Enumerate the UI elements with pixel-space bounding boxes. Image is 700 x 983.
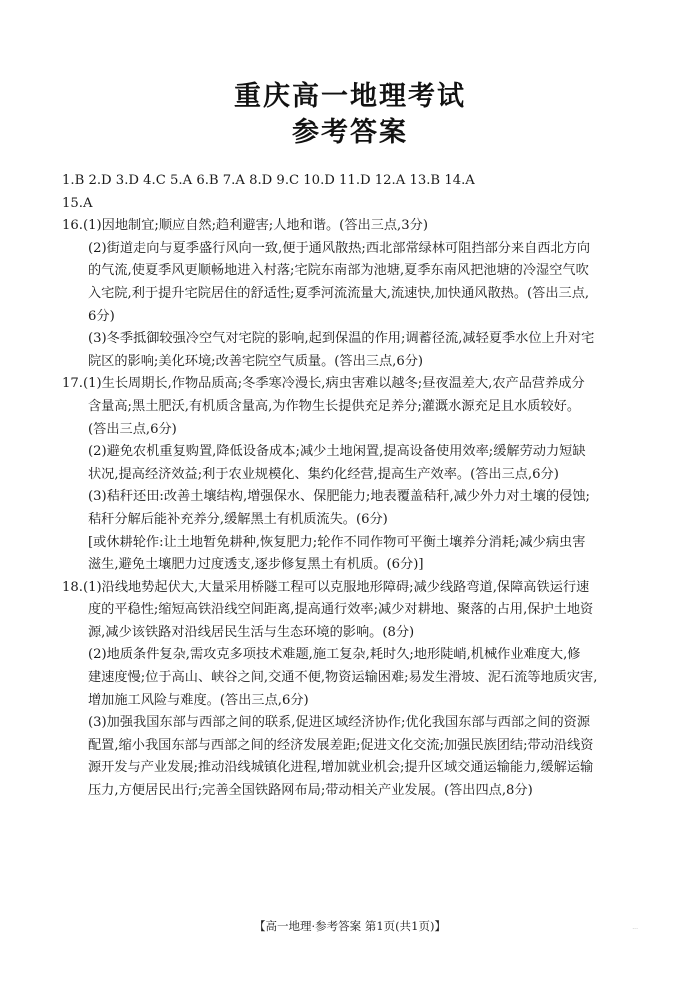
answer-line: 6分) xyxy=(88,308,115,324)
answer-line: 1.B 2.D 3.D 4.C 5.A 6.B 7.A 8.D 9.C 10.D 11.D 12.A 13.B 14.A xyxy=(62,173,475,188)
answer-line: 秸秆分解后能补充养分,缓解黑土有机质流失。(6分) xyxy=(88,511,388,527)
answer-line: (3)秸秆还田:改善土壤结构,增强保水、保肥能力;地表覆盖秸秆,减少外力对土壤的侵蚀; xyxy=(88,489,590,505)
answer-line: 15.A xyxy=(62,195,93,211)
answer-line: [或休耕轮作:让土地暂免耕种,恢复肥力;轮作不同作物可平衡土壤养分消耗;减少病虫害 xyxy=(88,534,586,550)
answer-line: 17.(1)生长周期长,作物品质高;冬季寒冷漫长,病虫害难以越冬;昼夜温差大,农产品营养成分 xyxy=(62,376,585,392)
answer-line: 状况,提高经济效益;利于农业规模化、集约化经营,提高生产效率。(答出三点,6分) xyxy=(88,466,559,482)
answer-line: 压力,方便居民出行;完善全国铁路网布局;带动相关产业发展。(答出四点,8分) xyxy=(88,783,533,799)
answer-line: 配置,缩小我国东部与西部之间的经济发展差距;促进文化交流;加强民族团结;带动沿线资 xyxy=(88,737,594,753)
answer-line: 18.(1)沿线地势起伏大,大量采用桥隧工程可以克服地形障碍;减少线路弯道,保障高铁运行速 xyxy=(62,579,590,595)
page-footer: 【高一地理·参考答案 第1页(共1页)】 xyxy=(254,919,446,933)
answer-line: (2)地质条件复杂,需攻克多项技术难题,施工复杂,耗时久;地形陡峭,机械作业难度大,修 xyxy=(88,647,581,663)
answer-line: 入宅院,利于提升宅院居住的舒适性;夏季河流流量大,流速快,加快通风散热。(答出三点, xyxy=(88,285,590,301)
answer-line: 滋生,避免土壤肥力过度透支,逐步修复黑土有机质。(6分)] xyxy=(88,557,424,573)
page-subtitle: 参考答案 xyxy=(292,117,408,148)
answer-line: (2)避免农机重复购置,降低设备成本;减少土地闲置,提高设备使用效率;缓解劳动力短缺 xyxy=(88,444,586,460)
corner-mark: ... xyxy=(632,924,638,931)
answer-line: 源,减少该铁路对沿线居民生活与生态环境的影响。(8分) xyxy=(88,624,415,640)
page-title: 重庆高一地理考试 xyxy=(234,81,466,112)
answer-line: 的气流,使夏季风更顺畅地进入村落;宅院东南部为池塘,夏季东南风把池塘的冷湿空气吹 xyxy=(88,263,589,279)
answer-line: (答出三点,6分) xyxy=(88,421,177,437)
answer-line: 建速度慢;位于高山、峡谷之间,交通不便,物资运输困难;易发生滑坡、泥石流等地质灾害, xyxy=(88,670,598,686)
answer-line: 16.(1)因地制宜;顺应自然;趋利避害;人地和谐。(答出三点,3分) xyxy=(62,218,428,234)
answer-line: 度的平稳性;缩短高铁沿线空间距离,提高通行效率;减少对耕地、聚落的占用,保护土地资 xyxy=(88,602,594,618)
answer-line: 院区的影响;美化环境;改善宅院空气质量。(答出三点,6分) xyxy=(88,353,424,369)
answer-line: 源开发与产业发展;推动沿线城镇化进程,增加就业机会;提升区域交通运输能力,缓解运输 xyxy=(88,760,594,776)
answer-line: 增加施工风险与难度。(答出三点,6分) xyxy=(88,692,309,708)
answer-line: (3)加强我国东部与西部之间的联系,促进区域经济协作;优化我国东部与西部之间的资源 xyxy=(88,715,591,731)
answer-line: (2)街道走向与夏季盛行风向一致,便于通风散热;西北部常绿林可阻挡部分来自西北方向 xyxy=(88,240,591,256)
answer-body xyxy=(62,170,642,803)
answer-line: (3)冬季抵御较强冷空气对宅院的影响,起到保温的作用;调蓄径流,减轻夏季水位上升对宅 xyxy=(88,331,595,347)
answer-line: 含量高;黑土肥沃,有机质含量高,为作物生长提供充足养分;灌溉水源充足且水质较好。 xyxy=(88,398,581,414)
